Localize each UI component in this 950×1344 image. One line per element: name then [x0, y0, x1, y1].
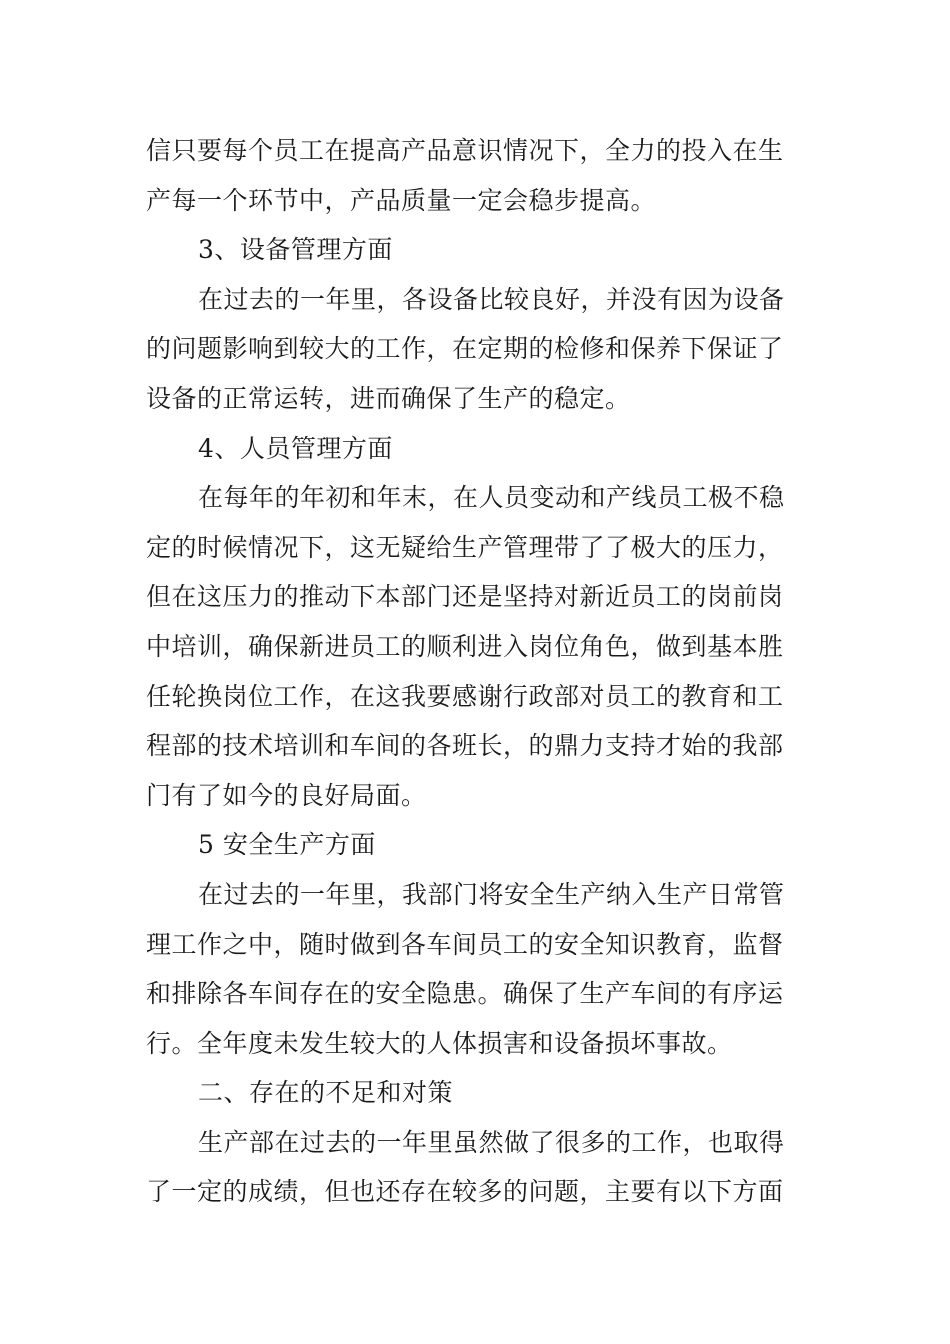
text-line: 在过去的一年里，我部门将安全生产纳入生产日常管	[198, 879, 785, 909]
text-line: 和排除各车间存在的安全隐患。确保了生产车间的有序运	[146, 979, 784, 1009]
text-line: 了一定的成绩，但也还存在较多的问题，主要有以下方面	[146, 1177, 784, 1207]
section-heading: 3、设备管理方面	[198, 235, 393, 265]
text-line: 生产部在过去的一年里虽然做了很多的工作，也取得	[198, 1127, 785, 1157]
text-line: 程部的技术培训和车间的各班长，的鼎力支持才始的我部	[146, 731, 784, 761]
section-heading: 5 安全生产方面	[198, 830, 376, 860]
section-heading: 4、人员管理方面	[198, 433, 393, 463]
text-line: 在过去的一年里，各设备比较良好，并没有因为设备	[198, 284, 785, 314]
text-line: 信只要每个员工在提高产品意识情况下，全力的投入在生	[146, 136, 784, 165]
document-body	[146, 126, 806, 1217]
text-line: 在每年的年初和年末，在人员变动和产线员工极不稳	[198, 483, 785, 513]
text-line: 但在这压力的推动下本部门还是坚持对新近员工的岗前岗	[146, 582, 784, 612]
text-line: 的问题影响到较大的工作，在定期的检修和保养下保证了	[146, 334, 784, 364]
text-line: 行。全年度未发生较大的人体损害和设备损坏事故。	[146, 1028, 733, 1058]
section-heading: 二、存在的不足和对策	[198, 1078, 454, 1108]
text-line: 产每一个环节中，产品质量一定会稳步提高。	[146, 185, 657, 215]
text-line: 中培训，确保新进员工的顺利进入岗位角色，做到基本胜	[146, 631, 784, 661]
text-line: 定的时候情况下，这无疑给生产管理带了了极大的压力，	[146, 532, 784, 562]
text-line: 设备的正常运转，进而确保了生产的稳定。	[146, 383, 631, 413]
text-line: 任轮换岗位工作，在这我要感谢行政部对员工的教育和工	[146, 681, 784, 711]
text-line: 理工作之中，随时做到各车间员工的安全知识教育，监督	[146, 929, 784, 959]
text-line: 门有了如今的良好局面。	[146, 780, 427, 810]
